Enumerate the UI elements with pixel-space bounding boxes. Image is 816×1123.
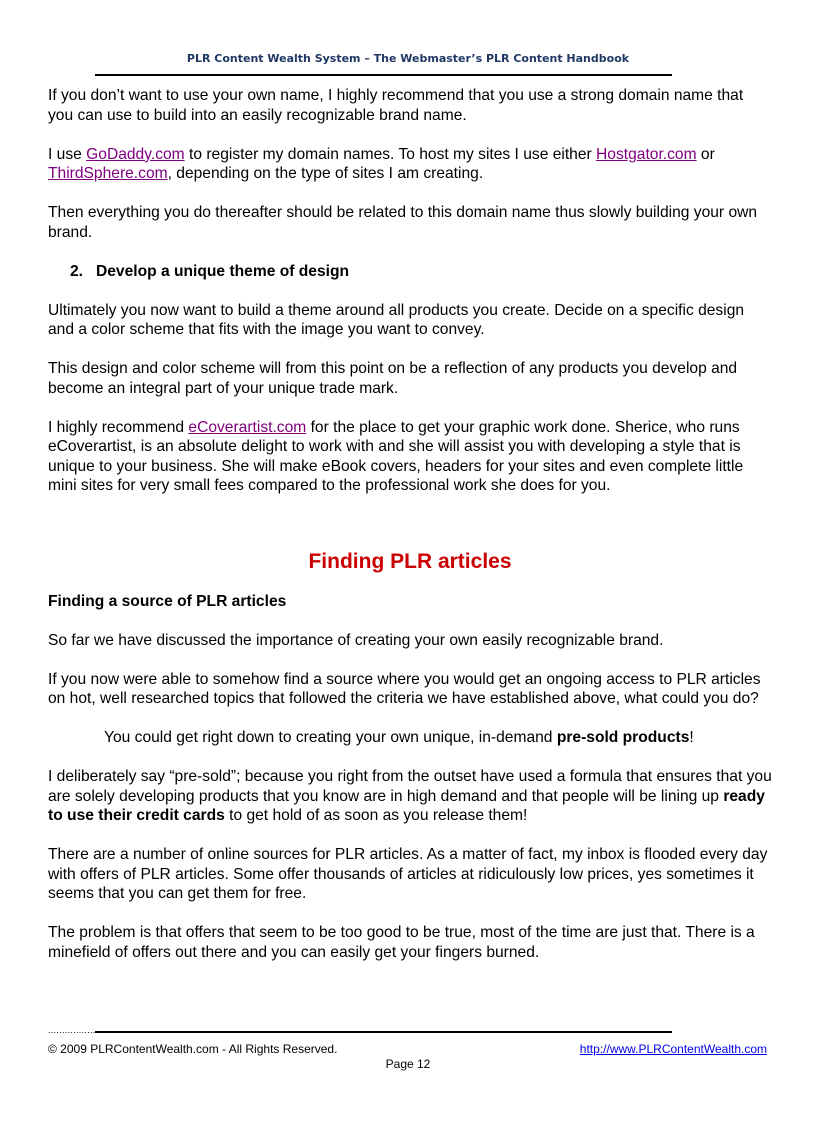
page-header-title: PLR Content Wealth System – The Webmaster’s PLR Content Handbook bbox=[186, 52, 630, 65]
bold-text: pre-sold products bbox=[556, 729, 690, 746]
paragraph: So far we have discussed the importance of creating your own easily recognizable brand. bbox=[48, 631, 664, 649]
text: to register my domain names. To host my sites I use either bbox=[184, 145, 597, 163]
text: for the place to get your graphic work done. Sherice, who runs eCoverartist, is an absolute delight to work with and she will assist you with developing a style that is unique to your business. She will make eBook covers, headers for your sites and even complete little mini sites for very small fees compared to the professional work she does for you. bbox=[48, 418, 744, 494]
heading-text: Develop a unique theme of design bbox=[96, 262, 350, 280]
text: I deliberately say “pre-sold”; because you right from the outset have used a formula that ensures that you are solely developing products that you know are in high demand and that people will be lining up bbox=[48, 768, 772, 805]
footer-dotted-line: ............................................................................................................................................................... bbox=[48, 1025, 494, 1035]
paragraph: This design and color scheme will from this point on be a reflection of any products you develop and become an integral part of your unique trade mark. bbox=[48, 360, 738, 397]
ecoverartist-link[interactable]: eCoverartist.com bbox=[188, 418, 307, 436]
paragraph: Ultimately you now want to build a theme around all products you create. Decide on a specific design and a color scheme that fits with the image you want to convey. bbox=[48, 301, 745, 338]
godaddy-link[interactable]: GoDaddy.com bbox=[86, 145, 185, 163]
bold-text: ready to use their credit cards bbox=[48, 787, 765, 824]
text: I use bbox=[48, 145, 87, 163]
heading-number: 2. bbox=[70, 262, 84, 280]
footer-url-link[interactable]: http://www.PLRContentWealth.com bbox=[579, 1042, 767, 1056]
paragraph-hosting bbox=[48, 145, 772, 184]
sub-heading: Finding a source of PLR articles bbox=[48, 592, 287, 610]
numbered-heading bbox=[48, 262, 772, 282]
text: You could get right down to creating your own unique, in-demand bbox=[104, 729, 557, 746]
footer-rule bbox=[95, 1031, 672, 1033]
section-title: Finding PLR articles bbox=[308, 549, 512, 573]
paragraph: If you don’t want to use your own name, I highly recommend that you use a strong domain name that you can use to build into an easily recognizable brand name. bbox=[48, 87, 744, 124]
paragraph-ecoverartist bbox=[48, 418, 772, 496]
header-rule bbox=[95, 74, 672, 76]
text: or bbox=[696, 145, 715, 163]
text: I highly recommend bbox=[48, 418, 189, 436]
paragraph-presold bbox=[48, 767, 772, 826]
paragraph: There are a number of online sources for PLR articles. As a matter of fact, my inbox is flooded every day with offers of PLR articles. Some offer thousands of articles at ridiculously low prices, yes sometimes it seems that you can get them for free. bbox=[48, 846, 768, 902]
text: ! bbox=[689, 729, 694, 746]
paragraph: If you now were able to somehow find a source where you would get an ongoing access to PLR articles on hot, well researched topics that followed the criteria we have established above, what could you do? bbox=[48, 670, 761, 707]
paragraph: Then everything you do thereafter should be related to this domain name thus slowly building your own brand. bbox=[48, 204, 758, 241]
footer-copyright: © 2009 PLRContentWealth.com - All Rights Reserved. bbox=[48, 1042, 338, 1056]
text: to get hold of as soon as you release them! bbox=[224, 807, 528, 824]
text: , depending on the type of sites I am creating. bbox=[167, 165, 484, 182]
page-body bbox=[48, 86, 772, 982]
hostgator-link[interactable]: Hostgator.com bbox=[596, 145, 697, 163]
paragraph: The problem is that offers that seem to be too good to be true, most of the time are just that. There is a minefield of offers out there and you can easily get your fingers burned. bbox=[48, 924, 755, 961]
thirdsphere-link[interactable]: ThirdSphere.com bbox=[48, 165, 168, 182]
indented-paragraph bbox=[48, 728, 772, 748]
page-number: Page 12 bbox=[385, 1057, 431, 1071]
